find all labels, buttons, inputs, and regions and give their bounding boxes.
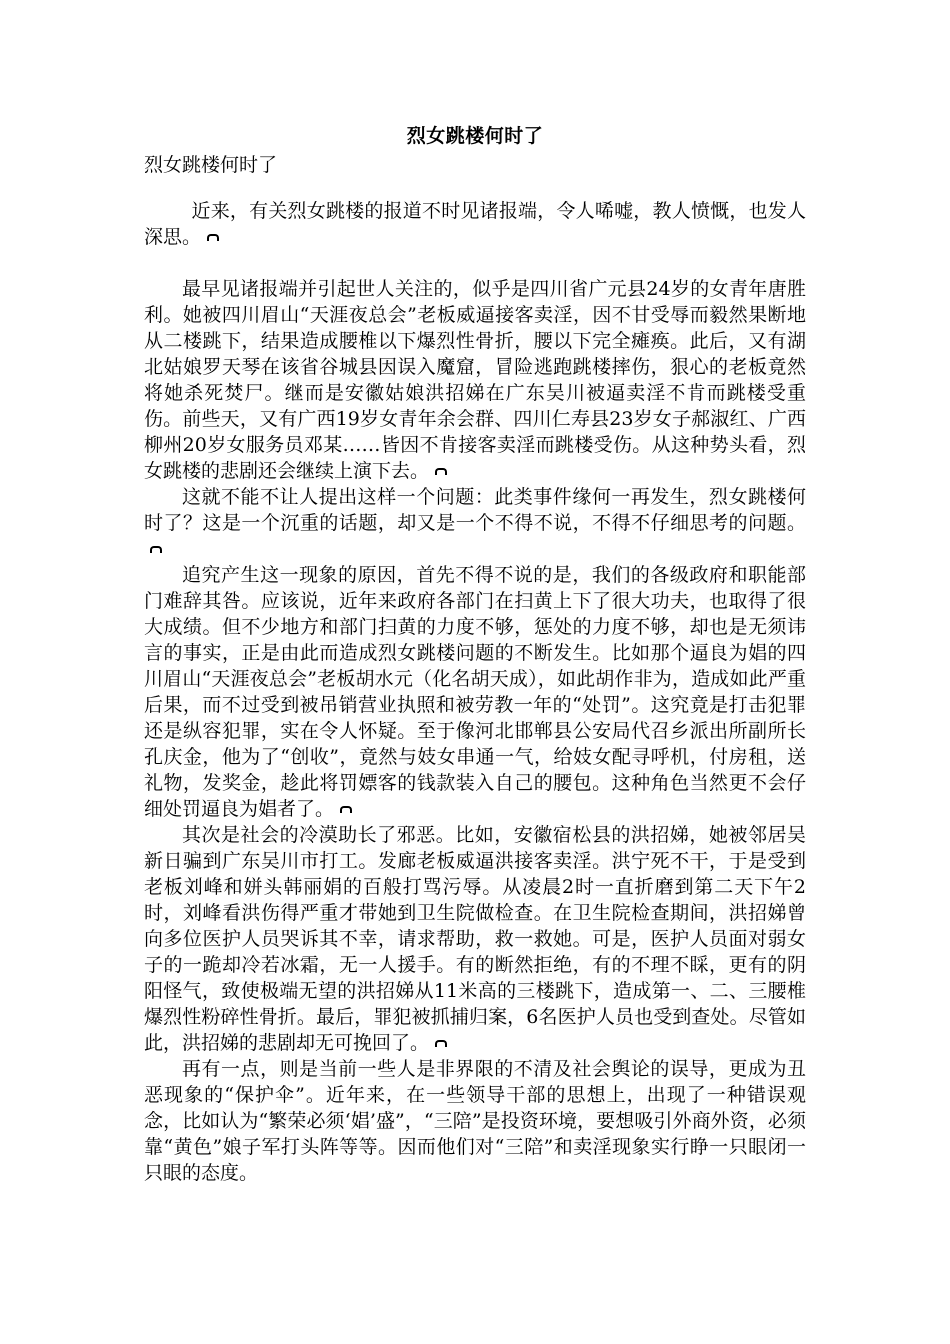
paragraph-mark-icon bbox=[338, 805, 354, 815]
paragraph bbox=[144, 198, 806, 250]
paragraph-text: 再有一点，则是当前一些人是非界限的不清及社会舆论的误导，更成为丑恶现象的“保护伞”。近年来，在一些领导干部的思想上，出现了一种错误观念，比如认为“繁荣必须‘娼’盛”，“三陪”是投资环境，要想吸引外商外资，必须靠“黄色”娘子军打头阵等等。因而他们对“三陪”和卖淫现象实行睁一只眼闭一只眼的态度。 bbox=[144, 1058, 806, 1184]
paragraph-text: 近来，有关烈女跳楼的报道不时见诸报端，令人唏嘘，教人愤慨，也发人深思。 bbox=[144, 200, 806, 248]
paragraph bbox=[144, 1056, 806, 1186]
paragraph bbox=[144, 276, 806, 484]
paragraph bbox=[144, 484, 806, 562]
paragraph-mark-icon bbox=[433, 1039, 449, 1049]
paragraph-text: 最早见诸报端并引起世人关注的，似乎是四川省广元县24岁的女青年唐胜利。她被四川眉山“天涯夜总会”老板威逼接客卖淫，因不甘受辱而毅然果断地从二楼跳下，结果造成腰椎以下爆烈性骨折，腰以下完全瘫痪。此后，又有湖北姑娘罗天琴在该省谷城县因误入魔窟，冒险逃跑跳楼摔伤，狠心的老板竟然将她杀死焚尸。继而是安徽姑娘洪招娣在广东吴川被逼卖淫不肯而跳楼受重伤。前些天，又有广西19岁女青年余会群、四川仁寿县23岁女子郝淑红、广西柳州20岁女服务员邓某……皆因不肯接客卖淫而跳楼受伤。从这种势头看，烈女跳楼的悲剧还会继续上演下去。 bbox=[144, 278, 806, 482]
paragraph-gap bbox=[144, 250, 806, 276]
paragraph bbox=[144, 562, 806, 822]
paragraph-mark-icon bbox=[205, 233, 221, 243]
paragraph-text: 这就不能不让人提出这样一个问题：此类事件缘何一再发生，烈女跳楼何时了？这是一个沉重的话题，却又是一个不得不说，不得不仔细思考的问题。 bbox=[144, 486, 806, 534]
paragraph bbox=[144, 822, 806, 1056]
paragraph-mark-icon bbox=[148, 545, 164, 555]
paragraph-text: 其次是社会的冷漠助长了邪恶。比如，安徽宿松县的洪招娣，她被邻居吴新日骗到广东吴川市打工。发廊老板威逼洪接客卖淫。洪宁死不干，于是受到老板刘峰和姘头韩丽娟的百般打骂污辱。从凌晨2时一直折磨到第二天下午2时，刘峰看洪伤得严重才带她到卫生院做检查。在卫生院检查期间，洪招娣曾向多位医护人员哭诉其不幸，请求帮助，救一救她。可是，医护人员面对弱女子的一跪却冷若冰霜，无一人援手。有的断然拒绝，有的不理不睬，更有的阴阳怪气，致使极端无望的洪招娣从11米高的三楼跳下，造成第一、二、三腰椎爆烈性粉碎性骨折。最后，罪犯被抓捕归案，6名医护人员也受到查处。尽管如此，洪招娣的悲剧却无可挽回了。 bbox=[144, 824, 806, 1054]
document-subtitle: 烈女跳楼何时了 bbox=[144, 154, 278, 176]
paragraph-mark-icon bbox=[433, 467, 449, 477]
paragraph-text: 追究产生这一现象的原因，首先不得不说的是，我们的各级政府和职能部门难辞其咎。应该说，近年来政府各部门在扫黄上下了很大功夫，也取得了很大成绩。但不少地方和部门扫黄的力度不够，惩处的力度不够，却也是无须讳言的事实，正是由此而造成烈女跳楼问题的不断发生。比如那个逼良为娼的四川眉山“天涯夜总会”老板胡水元（化名胡天成），如此胡作非为，造成如此严重后果，而不过受到被吊销营业执照和被劳教一年的“处罚”。这究竟是打击犯罪还是纵容犯罪，实在令人怀疑。至于像河北邯郸县公安局代召乡派出所副所长孔庆金，他为了“创收”，竟然与妓女串通一气，给妓女配寻呼机，付房租，送礼物，发奖金，趁此将罚嫖客的钱款装入自己的腰包。这种角色当然更不会仔细处罚逼良为娼者了。 bbox=[144, 564, 806, 820]
document-title: 烈女跳楼何时了 bbox=[406, 125, 544, 147]
document-body bbox=[144, 198, 806, 1186]
